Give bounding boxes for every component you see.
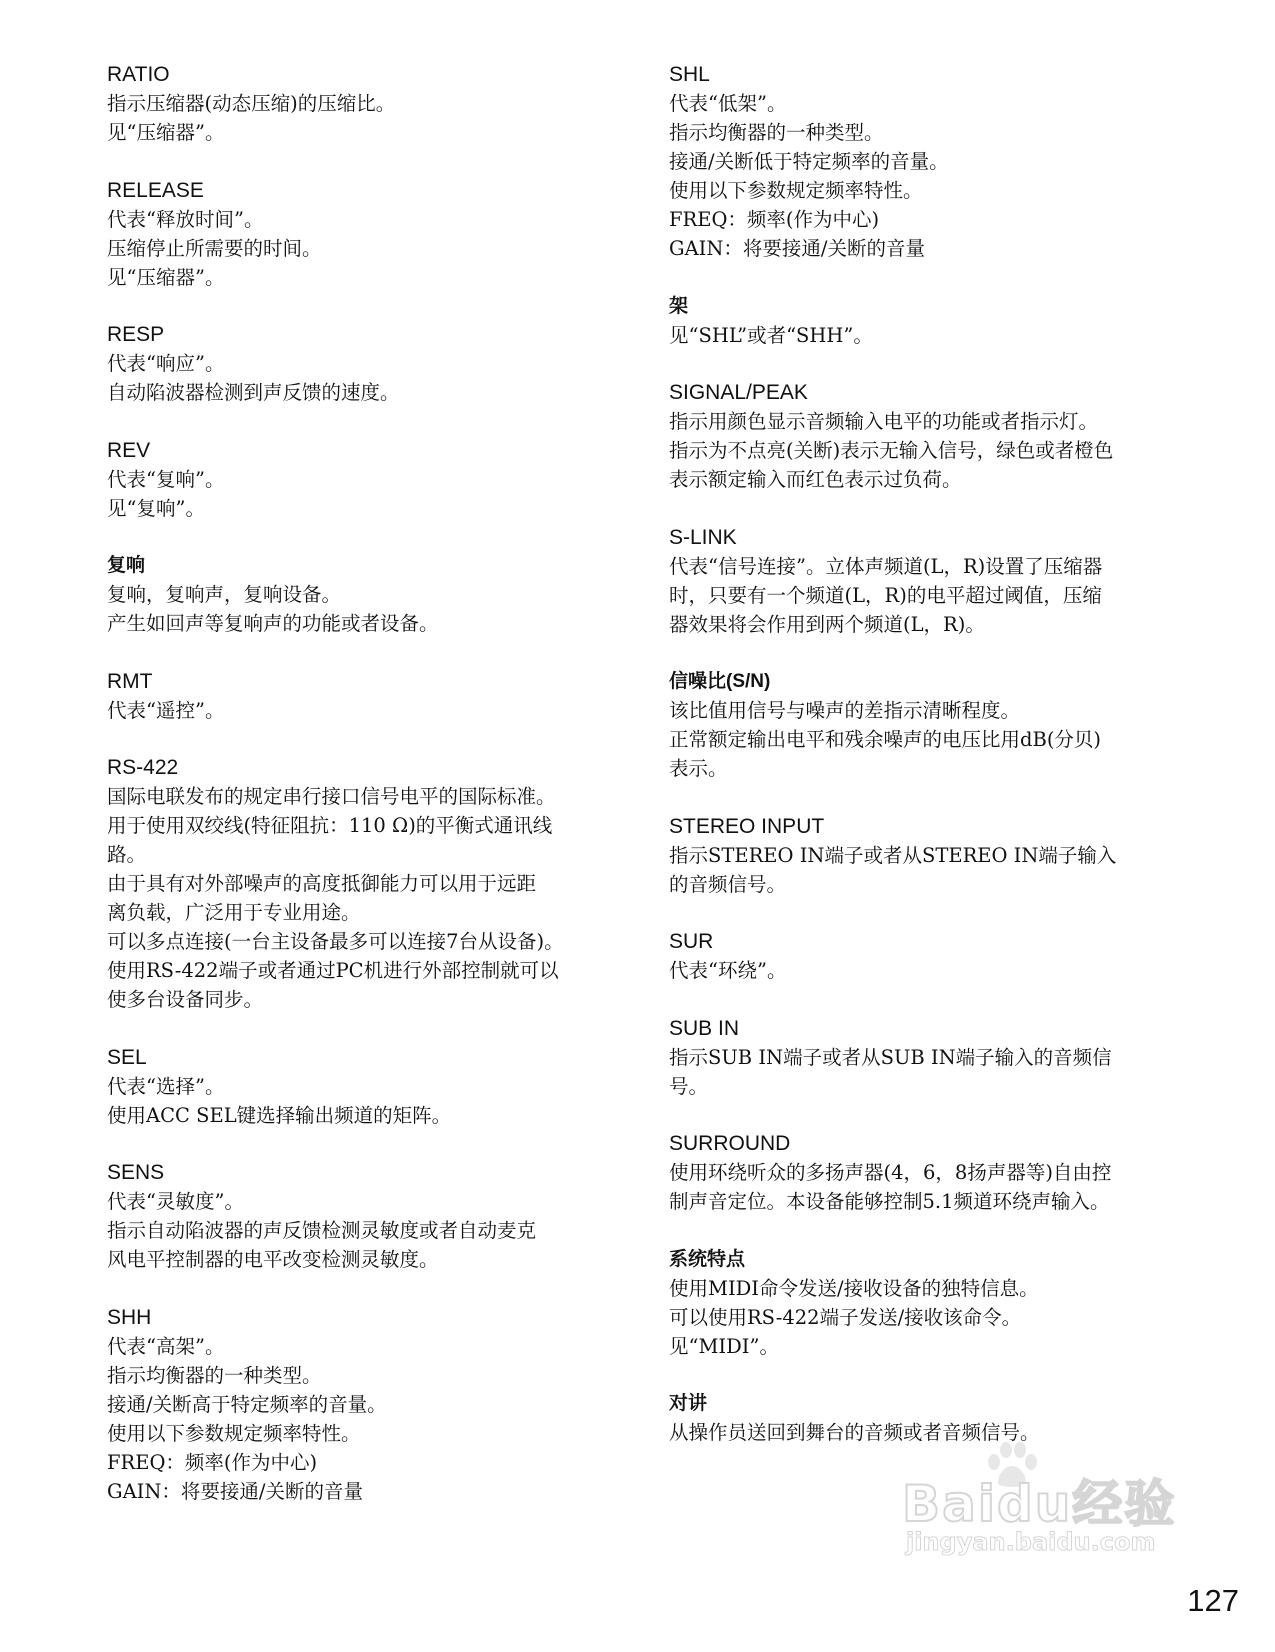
glossary-term: RELEASE — [107, 178, 204, 202]
glossary-entry — [669, 1129, 1189, 1216]
glossary-entry — [107, 60, 627, 147]
definition-line: 号。 — [669, 1074, 709, 1098]
glossary-entry — [107, 436, 627, 523]
definition-line: 代表“高架”。 — [107, 1334, 225, 1358]
glossary-term: REV — [107, 438, 151, 462]
glossary-term: SENS — [107, 1161, 165, 1184]
definition-line: 使用MIDI命令发送/接收设备的独特信息。 — [669, 1276, 1039, 1300]
glossary-entry — [669, 1014, 1189, 1101]
definition-line: 正常额定输出电平和残余噪声的电压比用dB(分贝) — [669, 728, 1102, 751]
glossary-term: 信噪比(S/N) — [669, 671, 771, 692]
glossary-entry — [669, 523, 1189, 639]
definition-line: 可以使用RS-422端子发送/接收该命令。 — [669, 1305, 1022, 1329]
definition-line: 风电平控制器的电平改变检测灵敏度。 — [107, 1248, 439, 1271]
glossary-term: SURROUND — [669, 1132, 791, 1155]
definition-line: 自动陷波器检测到声反馈的速度。 — [107, 381, 400, 404]
glossary-entry — [669, 927, 1189, 985]
definition-line: 使用以下参数规定频率特性。 — [107, 1421, 361, 1445]
definition-line: 表示额定输入而红色表示过负荷。 — [669, 468, 962, 491]
definition-line: 接通/关断低于特定频率的音量。 — [669, 150, 949, 173]
glossary-term: SIGNAL/PEAK — [669, 381, 808, 404]
glossary-entry — [669, 60, 1189, 263]
definition-line: 压缩停止所需要的时间。 — [107, 236, 322, 260]
glossary-term: SUR — [669, 930, 714, 953]
definition-line: 代表“环绕”。 — [669, 959, 787, 982]
glossary-term: 复响 — [107, 555, 146, 576]
definition-line: 制声音定位。本设备能够控制5.1频道环绕声输入。 — [669, 1190, 1110, 1213]
definition-line: 时，只要有一个频道(L，R)的电平超过阈值，压缩 — [669, 583, 1102, 607]
definition-line: 指示自动陷波器的声反馈检测灵敏度或者自动麦克 — [107, 1219, 537, 1242]
glossary-term: RMT — [107, 669, 153, 693]
definition-line: 代表“灵敏度”。 — [107, 1190, 244, 1213]
glossary-column-left — [107, 60, 627, 1534]
page-number: 127 — [1187, 1583, 1239, 1618]
glossary-entry — [107, 551, 627, 638]
definition-line: 见“压缩器”。 — [107, 121, 225, 144]
glossary-entry — [107, 753, 627, 1014]
glossary-entry — [669, 667, 1189, 783]
definition-line: 用于使用双绞线(特征阻抗：110 Ω)的平衡式通讯线 — [107, 814, 553, 837]
glossary-entry — [669, 812, 1189, 899]
definition-line: FREQ：频率(作为中心) — [669, 208, 880, 231]
definition-line: 使用ACC SEL键选择输出频道的矩阵。 — [107, 1103, 452, 1127]
definition-line: 该比值用信号与噪声的差指示清晰程度。 — [669, 699, 1021, 722]
definition-line: 离负载，广泛用于专业用途。 — [107, 901, 361, 924]
definition-line: 器效果将会作用到两个频道(L，R)。 — [669, 612, 985, 636]
glossary-column-right — [669, 60, 1189, 1476]
definition-line: 的音频信号。 — [669, 872, 787, 896]
definition-line: 从操作员送回到舞台的音频或者音频信号。 — [669, 1421, 1040, 1444]
glossary-term: 系统特点 — [669, 1248, 746, 1270]
definition-line: 指示均衡器的一种类型。 — [107, 1363, 322, 1387]
glossary-term: 对讲 — [669, 1393, 708, 1414]
definition-line: 代表“复响”。 — [107, 467, 225, 491]
definition-line: 代表“响应”。 — [107, 352, 225, 375]
glossary-term: SUB IN — [669, 1016, 740, 1040]
glossary-term: S-LINK — [669, 525, 737, 549]
glossary-entry — [669, 1245, 1189, 1361]
watermark — [902, 1442, 1202, 1562]
glossary-entry — [107, 176, 627, 292]
glossary-entry — [107, 1158, 627, 1274]
glossary-entry — [669, 292, 1189, 350]
definition-line: 可以多点连接(一台主设备最多可以连接7台从设备)。 — [107, 930, 564, 953]
definition-line: 使多台设备同步。 — [107, 988, 264, 1011]
glossary-term: RATIO — [107, 63, 170, 86]
definition-line: GAIN：将要接通/关断的音量 — [669, 237, 925, 260]
definition-line: 代表“选择”。 — [107, 1074, 225, 1098]
definition-line: 指示均衡器的一种类型。 — [669, 121, 884, 144]
glossary-entry — [669, 378, 1189, 494]
definition-line: 指示为不点亮(关断)表示无输入信号，绿色或者橙色 — [669, 439, 1114, 462]
glossary-term: SHH — [107, 1305, 152, 1329]
definition-line: 见“MIDI”。 — [669, 1334, 779, 1358]
definition-line: 指示压缩器(动态压缩)的压缩比。 — [107, 92, 396, 115]
definition-line: 代表“释放时间”。 — [107, 207, 264, 231]
definition-line: 使用环绕听众的多扬声器(4，6，8扬声器等)自由控 — [669, 1161, 1112, 1184]
definition-line: 指示STEREO IN端子或者从STEREO IN端子输入 — [669, 843, 1117, 867]
definition-line: 代表“信号连接”。立体声频道(L，R)设置了压缩器 — [669, 554, 1103, 578]
definition-line: 路。 — [107, 843, 147, 866]
definition-line: FREQ：频率(作为中心) — [107, 1450, 318, 1474]
glossary-entry — [669, 1389, 1189, 1447]
watermark-url: jingyan.baidu.com — [906, 1528, 1156, 1556]
glossary-term: 架 — [669, 295, 689, 317]
definition-line: 代表“低架”。 — [669, 92, 787, 115]
definition-line: 表示。 — [669, 757, 728, 780]
glossary-term: SEL — [107, 1045, 147, 1069]
glossary-term: RS-422 — [107, 756, 179, 779]
definition-line: 接通/关断高于特定频率的音量。 — [107, 1392, 387, 1416]
definition-line: 使用以下参数规定频率特性。 — [669, 179, 923, 202]
definition-line: GAIN：将要接通/关断的音量 — [107, 1479, 363, 1503]
glossary-term: SHL — [669, 63, 710, 86]
definition-line: 见“SHL”或者“SHH”。 — [669, 323, 873, 347]
glossary-entry — [107, 320, 627, 407]
definition-line: 国际电联发布的规定串行接口信号电平的国际标准。 — [107, 785, 556, 808]
definition-line: 指示用颜色显示音频输入电平的功能或者指示灯。 — [669, 410, 1099, 433]
glossary-entry — [107, 1303, 627, 1506]
definition-line: 指示SUB IN端子或者从SUB IN端子输入的音频信 — [669, 1045, 1112, 1069]
glossary-entry — [107, 667, 627, 725]
definition-line: 产生如回声等复响声的功能或者设备。 — [107, 612, 439, 635]
definition-line: 代表“遥控”。 — [107, 698, 225, 722]
definition-line: 见“复响”。 — [107, 496, 205, 520]
glossary-term: STEREO INPUT — [669, 814, 825, 838]
definition-line: 复响，复响声，复响设备。 — [107, 583, 342, 606]
definition-line: 使用RS-422端子或者通过PC机进行外部控制就可以 — [107, 959, 559, 982]
glossary-entry — [107, 1043, 627, 1130]
definition-line: 见“压缩器”。 — [107, 265, 225, 289]
glossary-term: RESP — [107, 323, 165, 346]
definition-line: 由于具有对外部噪声的高度抵御能力可以用于远距 — [107, 872, 537, 895]
watermark-brand: Baidu经验 — [902, 1475, 1177, 1533]
